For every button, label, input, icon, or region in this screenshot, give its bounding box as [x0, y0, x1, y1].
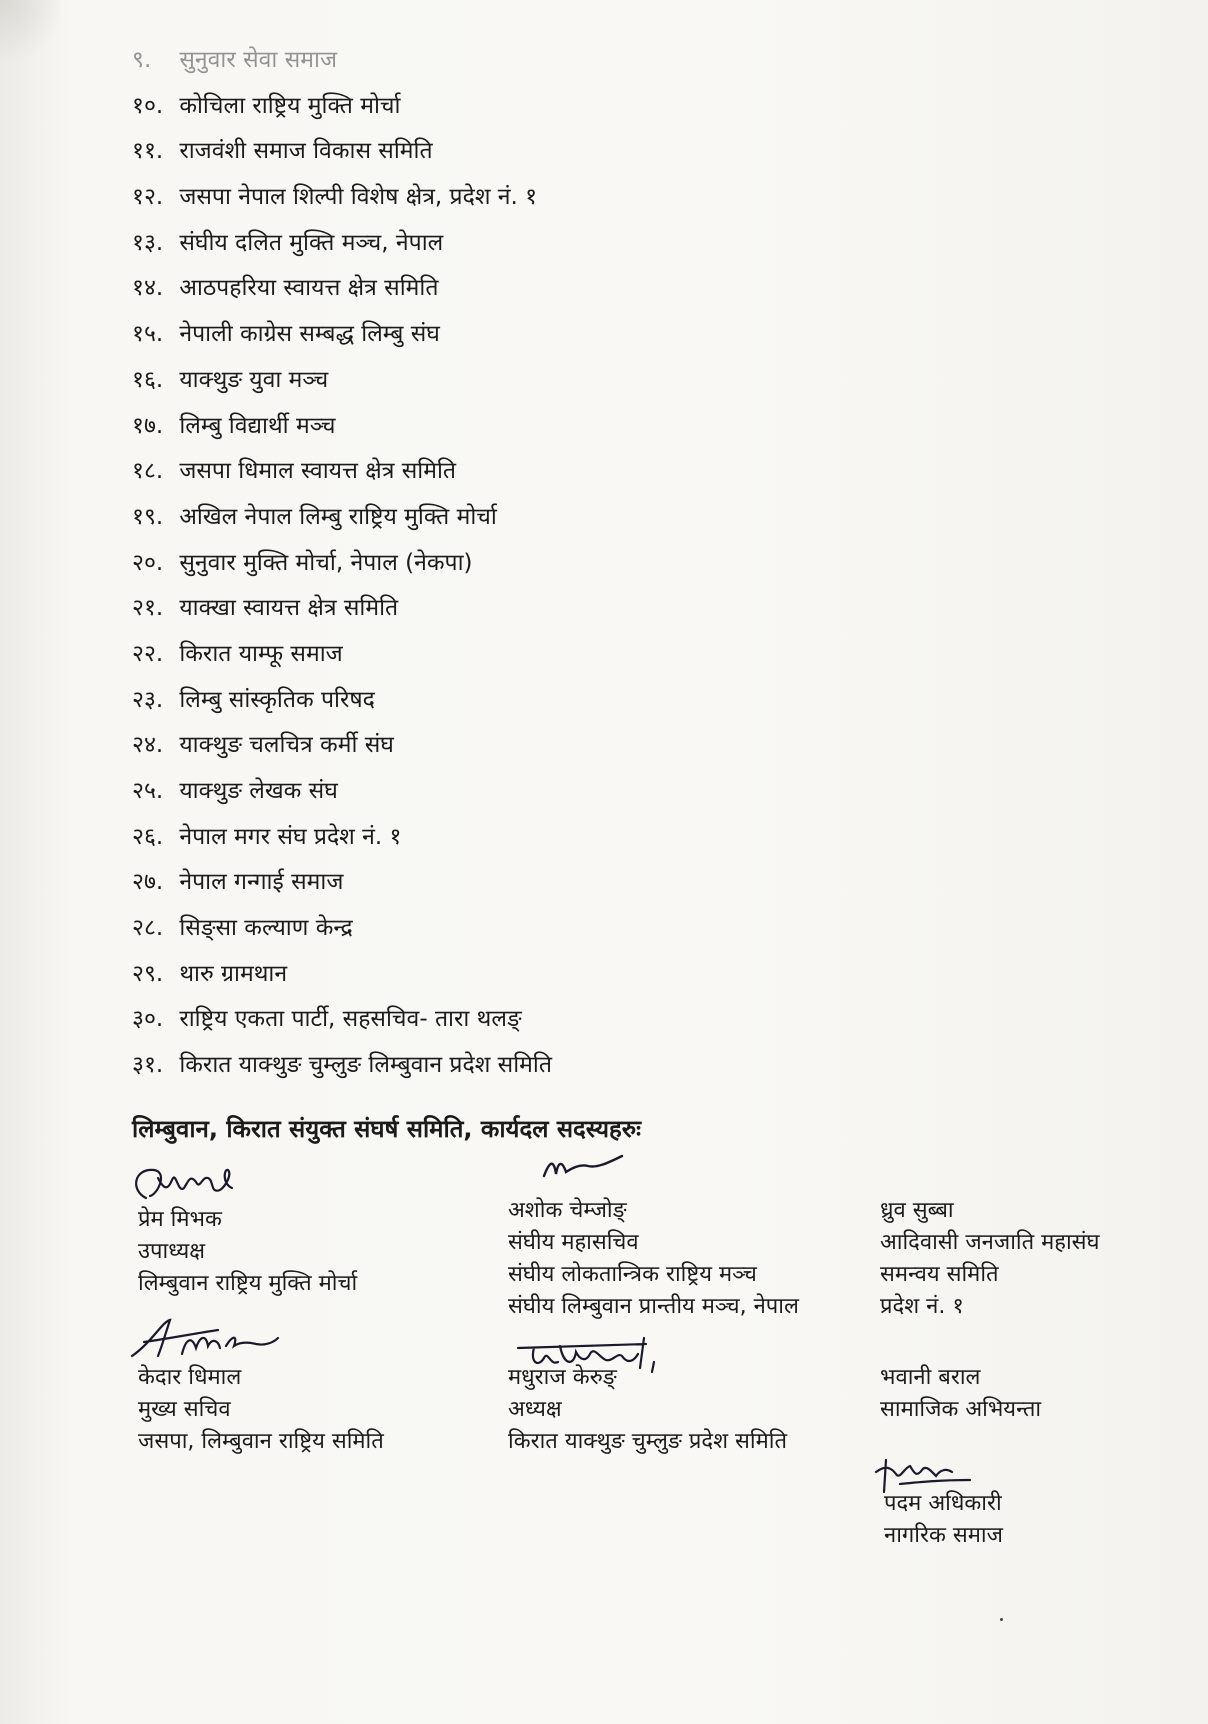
signatory-org: लिम्बुवान राष्ट्रिय मुक्ति मोर्चा [138, 1271, 358, 1296]
list-item: २९. थारु ग्रामथान [132, 960, 288, 987]
signatory-title: उपाध्यक्ष [138, 1239, 206, 1264]
list-item: १४. आठपहरिया स्वायत्त क्षेत्र समिति [132, 275, 439, 302]
signatory-name: अशोक चेम्जोङ् [508, 1198, 627, 1223]
signatory-name: पदम अधिकारी [884, 1491, 1002, 1516]
signatory-org: किरात याक्थुङ चुम्लुङ प्रदेश समिति [508, 1429, 788, 1454]
signatory-name: भवानी बराल [880, 1365, 981, 1390]
list-item: १६. याक्थुङ युवा मञ्च [132, 366, 329, 393]
signatory-title: आदिवासी जनजाति महासंघ [880, 1230, 1100, 1255]
list-item: १२. जसपा नेपाल शिल्पी विशेष क्षेत्र, प्रदेश नं. १ [132, 184, 538, 211]
list-item: २८. सिङ्सा कल्याण केन्द्र [132, 915, 353, 942]
list-item: ३०. राष्ट्रिय एकता पार्टी, सहसचिव- तारा थलङ् [132, 1006, 522, 1033]
list-item: १७. लिम्बु विद्यार्थी मञ्च [132, 412, 336, 439]
signatory-block [138, 1204, 357, 1300]
organization-list [132, 38, 1032, 1089]
signatory-name: केदार धिमाल [138, 1365, 242, 1390]
list-item: ९. सुनुवार सेवा समाज [132, 47, 338, 73]
list-item: २४. याक्थुङ चलचित्र कर्मी संघ [132, 732, 394, 759]
list-item: १३. संघीय दलित मुक्ति मञ्च, नेपाल [132, 229, 444, 256]
signatory-block [884, 1488, 1003, 1552]
signatory-title: अध्यक्ष [508, 1397, 562, 1422]
list-item: २५. याक्थुङ लेखक संघ [132, 778, 338, 804]
signatory-name: प्रेम मिभक [138, 1207, 222, 1232]
paper-speck [1000, 1618, 1003, 1621]
signatory-title: नागरिक समाज [884, 1523, 1003, 1548]
signatory-title: सामाजिक अभियन्ता [880, 1397, 1042, 1422]
list-item: ११. राजवंशी समाज विकास समिति [132, 138, 433, 165]
signatory-title: संघीय महासचिव [508, 1230, 639, 1255]
signatory-org: जसपा, लिम्बुवान राष्ट्रिय समिति [138, 1429, 384, 1454]
list-item: १८. जसपा धिमाल स्वायत्त क्षेत्र समिति [132, 458, 457, 485]
signatory-block [508, 1362, 787, 1458]
signatory-org: समन्वय समिति [880, 1262, 999, 1287]
list-item: २६. नेपाल मगर संघ प्रदेश नं. १ [132, 823, 402, 850]
signatory-title: मुख्य सचिव [138, 1397, 231, 1422]
list-item: ३१. किरात याक्थुङ चुम्लुङ लिम्बुवान प्रदेश समिति [132, 1052, 552, 1079]
signatory-block [138, 1362, 384, 1458]
list-item: २०. सुनुवार मुक्ति मोर्चा, नेपाल (नेकपा) [132, 549, 473, 576]
signatory-name: ध्रुव सुब्बा [880, 1198, 954, 1223]
signatory-org: संघीय लोकतान्त्रिक राष्ट्रिय मञ्च [508, 1262, 757, 1287]
signature-kedar-dhimal [122, 1312, 282, 1368]
signatory-org: प्रदेश नं. १ [880, 1294, 964, 1319]
list-item: २२. किरात याम्फू समाज [132, 640, 343, 667]
signature-ashok-chemjong [540, 1150, 630, 1186]
list-item: १५. नेपाली काग्रेस सम्बद्ध लिम्बु संघ [132, 321, 440, 348]
list-item: २७. नेपाल गन्गाई समाज [132, 869, 344, 896]
signatory-name: मधुराज केरुङ् [508, 1365, 617, 1390]
list-item: २३. लिम्बु सांस्कृतिक परिषद [132, 686, 375, 713]
list-item: १०. कोचिला राष्ट्रिय मुक्ति मोर्चा [132, 92, 401, 119]
signatory-block [508, 1195, 799, 1323]
signatory-block [880, 1195, 1100, 1323]
list-item: १९. अखिल नेपाल लिम्बु राष्ट्रिय मुक्ति मोर्चा [132, 503, 497, 530]
list-item: २१. याक्खा स्वायत्त क्षेत्र समिति [132, 595, 399, 622]
signatory-org: संघीय लिम्बुवान प्रान्तीय मञ्च, नेपाल [508, 1294, 799, 1319]
signatory-block [880, 1362, 1041, 1426]
committee-heading: लिम्बुवान, किरात संयुक्त संघर्ष समिति, कार्यदल सदस्यहरुः [132, 1115, 642, 1143]
page-corner-shadow [0, 0, 60, 70]
